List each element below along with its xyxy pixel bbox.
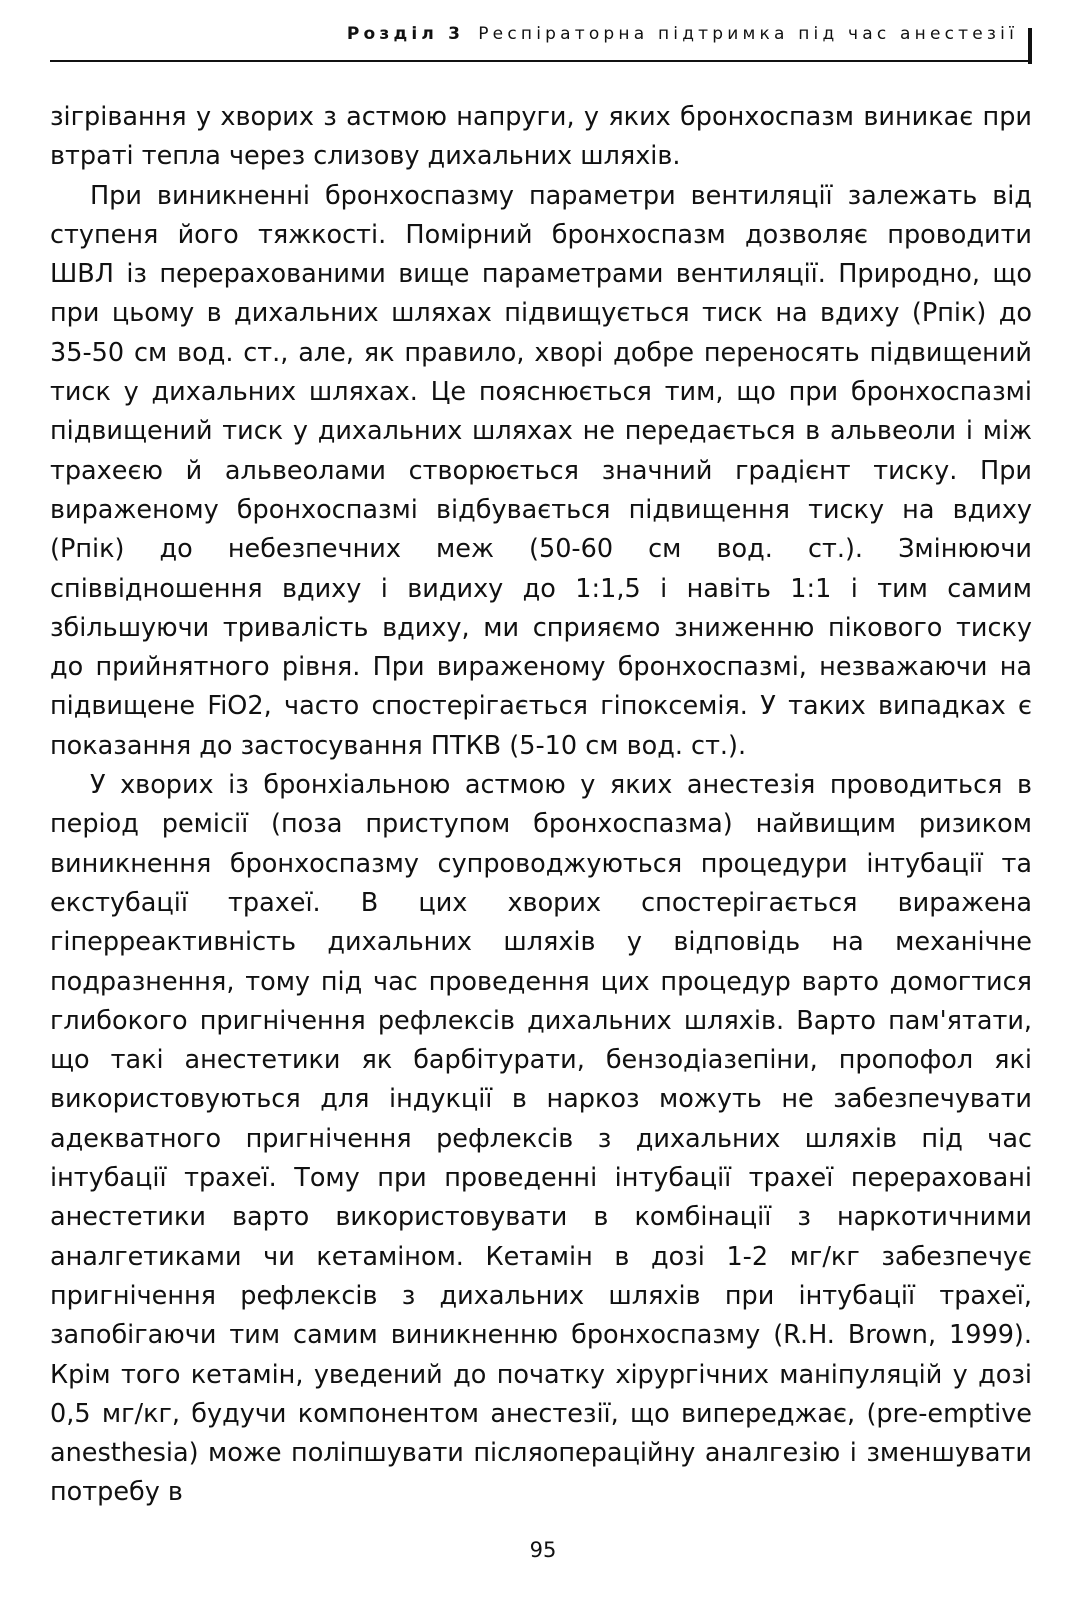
paragraph-bronchospasm-ventilation: При виникненні бронхоспазму параметри вентиляції залежать від ступеня його тяжкості. Помірний бронхоспазм дозволяє проводити ШВЛ із перерахованими вище параметрами вентиляції. Природно, що при цьому в дихальних шляхах підвищується тиск на вдиху (Pпік) до 35-50 см вод. ст., але, як правило, хворі добре переносять підвищений тиск у дихальних шляхах. Це пояснюється тим, що при бронхоспазмі підвищений тиск у дихальних шляхах не передається в альвеоли і між трахеєю й альвеолами створюється значний градієнт тиску. При вираженому бронхоспазмі відбувається підвищення тиску на вдиху (Pпік) до небезпечних меж (50-60 см вод. ст.). Змінюючи співвідношення вдиху і видиху до 1:1,5 і навіть 1:1 і тим самим збільшуючи тривалість вдиху, ми сприяємо зниженню пікового тиску до прийнятного рівня. При вираженому бронхоспазмі, незважаючи на підвищене FiO2, часто спостерігається гіпоксемія. У таких випадках є показання до застосування ПТКВ (5-10 см вод. ст.). xyxy=(50,180,1032,761)
running-header xyxy=(50,24,1032,62)
page-number: 95 xyxy=(529,1538,557,1562)
header-rule-mark xyxy=(1028,28,1032,64)
paragraph-asthma-intubation: У хворих із бронхіальною астмою у яких анестезія проводиться в період ремісії (поза приступом бронхоспазма) найвищим ризиком виникнення бронхоспазму супроводжуються процедури інтубації та екстубації трахеї. В цих хворих спостерігається виражена гіперреактивність дихальних шляхів у відповідь на механічне подразнення, тому під час проведення цих процедур варто домогтися глибокого пригнічення рефлексів дихальних шляхів. Варто пам'ятати, що такі анестетики як барбітурати, бензодіазепіни, пропофол які використовуються для індукції в наркоз можуть не забезпечувати адекватного пригнічення рефлексів з дихальних шляхів під час інтубації трахеї. Тому при проведенні інтубації трахеї перераховані анестетики варто використовувати в комбінації з наркотичними аналгетиками чи кетаміном. Кетамін в дозі 1-2 мг/кг забезпечує пригнічення рефлексів з дихальних шляхів при інтубації трахеї, запобігаючи тим самим виникненню бронхоспазму (R.H. Brown, 1999). Крім того кетамін, уведений до початку хірургічних маніпуляцій у дозі 0,5 мг/кг, будучи компонентом анестезії, що випереджає, (pre-emptive anesthesia) може поліпшувати післяопераційну аналгезію і зменшувати потребу в xyxy=(50,770,1032,1508)
chapter-label: Розділ 3 xyxy=(346,24,465,44)
chapter-title: Респіраторна підтримка під час анестезії xyxy=(478,24,1018,44)
running-header-text xyxy=(347,24,1018,44)
paragraph-continued: зігрівання у хворих з астмою напруги, у яких бронхоспазм виникає при втраті тепла через слизову дихальних шляхів. xyxy=(50,102,1032,172)
body-text xyxy=(50,98,1032,1513)
